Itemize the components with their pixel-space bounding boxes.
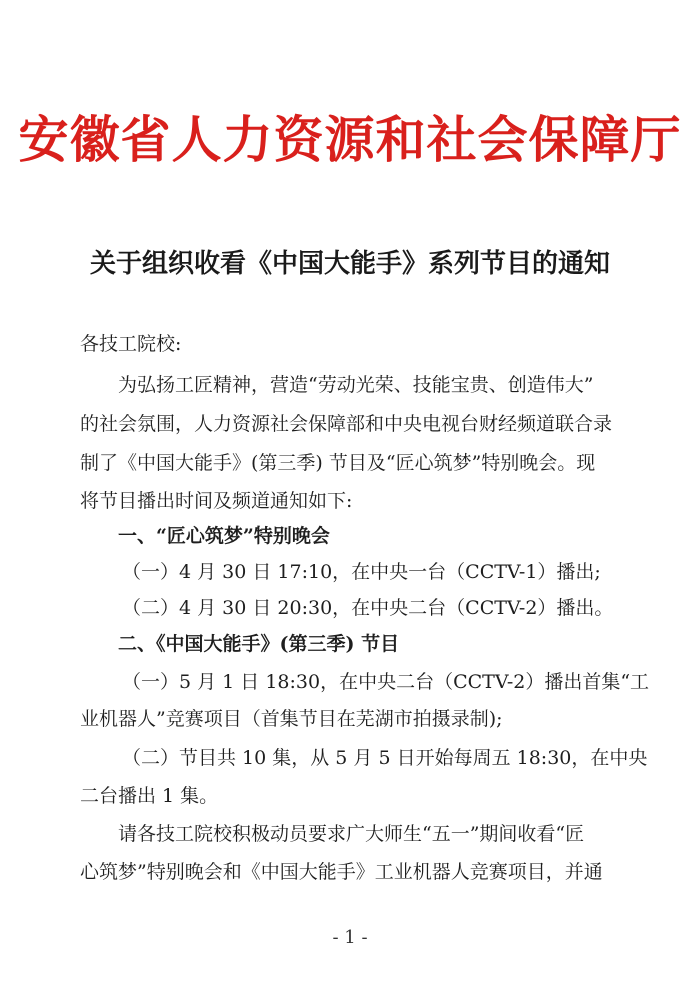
- schedule-item: （二）节目共 10 集，从 5 月 5 日开始每周五 18:30，在中央: [122, 747, 648, 769]
- page-number: - 1 -: [332, 927, 368, 948]
- schedule-item: （一）5 月 1 日 18:30，在中央二台（CCTV-2）播出首集“工: [122, 671, 650, 693]
- notice-title: 关于组织收看《中国大能手》系列节目的通知: [89, 249, 610, 279]
- body-paragraph-line: 将节目播出时间及频道通知如下:: [80, 490, 353, 512]
- salutation: 各技工院校:: [80, 333, 182, 355]
- schedule-item-continuation: 业机器人”竞赛项目（首集节目在芜湖市拍摄录制);: [80, 708, 503, 730]
- body-paragraph-line: 为弘扬工匠精神，营造“劳动光荣、技能宝贵、创造伟大”: [118, 374, 594, 396]
- schedule-item: （一）4 月 30 日 17:10，在中央一台（CCTV-1）播出;: [122, 561, 601, 583]
- schedule-item-continuation: 二台播出 1 集。: [80, 785, 219, 807]
- agency-letterhead: 安徽省人力资源和社会保障厅: [18, 110, 682, 169]
- body-paragraph-line: 制了《中国大能手》(第三季) 节目及“匠心筑梦”特别晚会。现: [80, 452, 596, 474]
- body-paragraph-line: 请各技工院校积极动员要求广大师生“五一”期间收看“匠: [118, 823, 585, 845]
- section-heading-1: 一、“匠心筑梦”特别晚会: [118, 525, 330, 547]
- schedule-item: （二）4 月 30 日 20:30，在中央二台（CCTV-2）播出。: [122, 597, 614, 619]
- body-paragraph-line: 心筑梦”特别晚会和《中国大能手》工业机器人竞赛项目，并通: [80, 861, 603, 883]
- section-heading-2: 二、《中国大能手》(第三季) 节目: [118, 633, 400, 655]
- body-paragraph-line: 的社会氛围，人力资源社会保障部和中央电视台财经频道联合录: [80, 413, 613, 435]
